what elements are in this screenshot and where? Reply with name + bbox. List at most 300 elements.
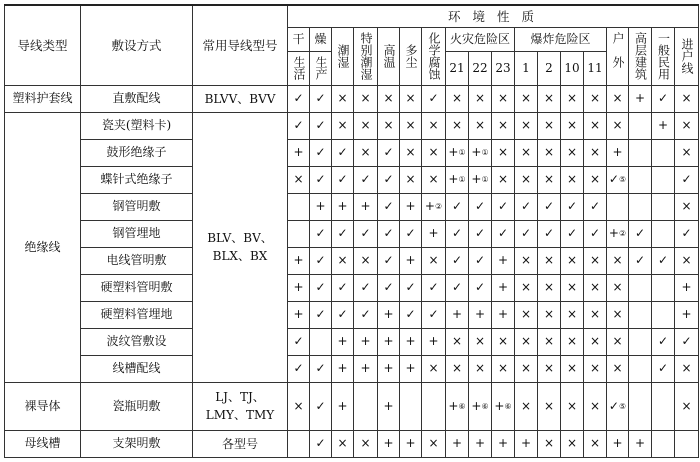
suitability-cell: ×	[446, 85, 469, 112]
suitability-cell: ✓	[492, 193, 515, 220]
suitability-cell: +	[400, 328, 422, 355]
table-row	[5, 166, 699, 193]
suitability-cell	[629, 301, 652, 328]
table-row	[5, 328, 699, 355]
suitability-cell: ✓⑤	[607, 166, 629, 193]
suitability-cell: ×	[675, 112, 699, 139]
table-row	[5, 274, 699, 301]
header-zone-23: 23	[492, 51, 515, 85]
suitability-cell: ×	[561, 112, 584, 139]
suitability-cell: +	[332, 355, 354, 382]
header-explosion-zone: 爆炸危险区	[515, 27, 607, 51]
suitability-cell: ×	[561, 139, 584, 166]
suitability-cell: ✓	[652, 247, 675, 274]
suitability-cell: ✓	[310, 112, 332, 139]
header-zone-1: 1	[515, 51, 538, 85]
suitability-cell: ×	[561, 85, 584, 112]
suitability-cell: ×	[675, 139, 699, 166]
wire-type-cell: 塑料护套线	[5, 85, 81, 112]
suitability-cell: ✓	[378, 166, 400, 193]
laying-method-cell: 直敷配线	[81, 85, 193, 112]
suitability-cell: ×	[675, 382, 699, 430]
suitability-cell	[675, 430, 699, 457]
suitability-cell: ×	[515, 139, 538, 166]
suitability-cell: ✓	[675, 166, 699, 193]
suitability-cell: ×	[469, 355, 492, 382]
suitability-cell: ✓	[675, 220, 699, 247]
suitability-cell: ×	[378, 112, 400, 139]
suitability-cell: ✓	[446, 247, 469, 274]
suitability-cell: +	[607, 430, 629, 457]
suitability-cell: ×	[354, 139, 378, 166]
laying-method-cell: 支架明敷	[81, 430, 193, 457]
header-zone-11: 11	[584, 51, 607, 85]
suitability-cell: +	[288, 247, 310, 274]
suitability-cell: +	[332, 382, 354, 430]
suitability-cell: +⑥	[492, 382, 515, 430]
header-env-5	[400, 27, 422, 85]
suitability-cell: ✓	[400, 220, 422, 247]
header-env-1-top: 燥	[310, 27, 332, 51]
suitability-cell: ✓	[422, 274, 446, 301]
suitability-cell: ×	[422, 139, 446, 166]
suitability-cell: +	[400, 247, 422, 274]
suitability-cell: ×	[515, 355, 538, 382]
suitability-cell: +⑥	[446, 382, 469, 430]
suitability-cell: ×	[675, 193, 699, 220]
suitability-cell: ×	[607, 247, 629, 274]
wire-model-cell: LJ、TJ、LMY、TMY	[193, 382, 288, 430]
wiring-method-table	[4, 4, 699, 458]
suitability-cell	[652, 220, 675, 247]
suitability-cell: ×	[332, 85, 354, 112]
suitability-cell	[288, 220, 310, 247]
suitability-cell: ×	[515, 85, 538, 112]
suitability-cell: +①	[446, 139, 469, 166]
suitability-cell: +①	[469, 166, 492, 193]
suitability-cell	[652, 301, 675, 328]
suitability-cell: ✓	[538, 220, 561, 247]
header-zone-22: 22	[469, 51, 492, 85]
suitability-cell: ✓	[469, 247, 492, 274]
suitability-cell: +	[378, 328, 400, 355]
suitability-cell: ×	[446, 112, 469, 139]
suitability-cell: ×	[400, 85, 422, 112]
header-env-6	[422, 27, 446, 85]
suitability-cell	[652, 430, 675, 457]
header-env-3-text: 特别潮湿	[359, 32, 373, 80]
suitability-cell: ×	[561, 274, 584, 301]
suitability-cell: ✓	[288, 328, 310, 355]
header-env-4-text: 高温	[382, 44, 396, 68]
suitability-cell: ×	[561, 355, 584, 382]
wire-type-cell: 母线槽	[5, 430, 81, 457]
header-env-17	[675, 27, 699, 85]
header-environment: 环 境 性 质	[288, 5, 699, 27]
suitability-cell: +	[492, 274, 515, 301]
header-zone-10: 10	[561, 51, 584, 85]
wire-model-cell: BLV、BV、BLX、BX	[193, 112, 288, 382]
header-env-0-sub	[288, 51, 310, 85]
suitability-cell: ×	[584, 166, 607, 193]
table-row	[5, 220, 699, 247]
suitability-cell: ×	[422, 166, 446, 193]
laying-method-cell: 波纹管敷设	[81, 328, 193, 355]
suitability-cell: +⑥	[469, 382, 492, 430]
suitability-cell: ×	[561, 247, 584, 274]
header-env-4	[378, 27, 400, 85]
suitability-cell: ×	[332, 247, 354, 274]
suitability-cell: +	[378, 430, 400, 457]
header-env-0-top: 干	[288, 27, 310, 51]
suitability-cell: ✓	[378, 247, 400, 274]
suitability-cell	[629, 274, 652, 301]
wire-model-cell: 各型号	[193, 430, 288, 457]
suitability-cell: ✓	[629, 247, 652, 274]
table-row	[5, 247, 699, 274]
suitability-cell: +	[675, 301, 699, 328]
header-zone-21: 21	[446, 51, 469, 85]
suitability-cell: ×	[446, 328, 469, 355]
suitability-cell: ✓	[332, 139, 354, 166]
suitability-cell: ✓	[561, 220, 584, 247]
suitability-cell: ×	[561, 166, 584, 193]
suitability-cell: +	[629, 85, 652, 112]
suitability-cell	[629, 382, 652, 430]
suitability-cell: ×	[584, 301, 607, 328]
suitability-cell: ×	[422, 112, 446, 139]
suitability-cell	[629, 112, 652, 139]
suitability-cell: +	[629, 430, 652, 457]
suitability-cell: ×	[538, 139, 561, 166]
suitability-cell: +	[607, 139, 629, 166]
suitability-cell: ✓	[538, 193, 561, 220]
suitability-cell: ×	[607, 355, 629, 382]
laying-method-cell: 硬塑料管明敷	[81, 274, 193, 301]
suitability-cell: ✓	[310, 382, 332, 430]
suitability-cell: ✓	[652, 328, 675, 355]
table-row	[5, 193, 699, 220]
laying-method-cell: 鼓形绝缘子	[81, 139, 193, 166]
suitability-cell: ✓	[310, 355, 332, 382]
suitability-cell: ×	[422, 355, 446, 382]
suitability-cell: +	[400, 193, 422, 220]
header-env-1-sub-text: 生产	[314, 56, 328, 80]
table-row	[5, 85, 699, 112]
suitability-cell	[310, 328, 332, 355]
suitability-cell: ×	[469, 112, 492, 139]
suitability-cell: ✓	[354, 166, 378, 193]
suitability-cell: ✓	[310, 139, 332, 166]
suitability-cell	[629, 166, 652, 193]
laying-method-cell: 蝶针式绝缘子	[81, 166, 193, 193]
table-row	[5, 139, 699, 166]
suitability-cell: ×	[538, 430, 561, 457]
laying-method-cell: 硬塑料管埋地	[81, 301, 193, 328]
wire-model-cell: BLVV、BVV	[193, 85, 288, 112]
header-laying-method: 敷设方式	[81, 5, 193, 85]
suitability-cell: ×	[469, 85, 492, 112]
suitability-cell: ×	[584, 112, 607, 139]
suitability-cell: ✓	[469, 193, 492, 220]
suitability-cell: ×	[400, 112, 422, 139]
suitability-cell: ✓	[422, 85, 446, 112]
suitability-cell: ✓	[629, 220, 652, 247]
suitability-cell: ✓	[492, 220, 515, 247]
suitability-cell: ×	[354, 112, 378, 139]
suitability-cell: ×	[515, 247, 538, 274]
suitability-cell	[400, 382, 422, 430]
suitability-cell: ✓	[469, 220, 492, 247]
laying-method-cell: 钢管明敷	[81, 193, 193, 220]
suitability-cell: ×	[400, 139, 422, 166]
suitability-cell: +	[354, 193, 378, 220]
suitability-cell: +	[332, 193, 354, 220]
suitability-cell: ×	[584, 328, 607, 355]
header-wire-type: 导线类型	[5, 5, 81, 85]
header-env-2	[332, 27, 354, 85]
suitability-cell: ×	[675, 85, 699, 112]
suitability-cell: +	[310, 193, 332, 220]
wire-type-cell: 绝缘线	[5, 112, 81, 382]
suitability-cell	[652, 166, 675, 193]
suitability-cell: ×	[675, 355, 699, 382]
suitability-cell: +	[378, 382, 400, 430]
suitability-cell: ✓	[310, 274, 332, 301]
suitability-cell: ×	[538, 328, 561, 355]
laying-method-cell: 瓷瓶明敷	[81, 382, 193, 430]
suitability-cell	[607, 193, 629, 220]
suitability-cell: ✓	[378, 274, 400, 301]
suitability-cell: ✓	[446, 193, 469, 220]
suitability-cell: ×	[538, 166, 561, 193]
suitability-cell: +	[652, 112, 675, 139]
suitability-cell: ✓	[332, 220, 354, 247]
suitability-cell: ×	[446, 355, 469, 382]
suitability-cell: ✓	[675, 328, 699, 355]
suitability-cell: ×	[515, 112, 538, 139]
suitability-cell: +	[515, 430, 538, 457]
suitability-cell: ×	[607, 301, 629, 328]
suitability-cell: ×	[607, 112, 629, 139]
suitability-cell: ×	[538, 247, 561, 274]
suitability-cell: ×	[561, 430, 584, 457]
suitability-cell: +	[400, 355, 422, 382]
suitability-cell: ✓	[354, 274, 378, 301]
suitability-cell: ×	[538, 112, 561, 139]
suitability-cell: ✓	[310, 166, 332, 193]
suitability-cell: ×	[607, 328, 629, 355]
suitability-cell	[652, 274, 675, 301]
suitability-cell: ✓	[288, 112, 310, 139]
suitability-cell: +	[446, 430, 469, 457]
suitability-cell	[652, 193, 675, 220]
suitability-cell: ✓	[310, 247, 332, 274]
laying-method-cell: 线槽配线	[81, 355, 193, 382]
suitability-cell: ✓	[378, 139, 400, 166]
header-env-0-sub-text: 生活	[292, 56, 306, 80]
suitability-cell: +	[422, 220, 446, 247]
suitability-cell: ✓	[332, 274, 354, 301]
suitability-cell: ✓	[400, 301, 422, 328]
wire-type-cell: 裸导体	[5, 382, 81, 430]
suitability-cell: ×	[515, 166, 538, 193]
suitability-cell: ✓	[400, 274, 422, 301]
suitability-cell: ×	[515, 301, 538, 328]
table-row	[5, 382, 699, 430]
suitability-cell: ×	[675, 247, 699, 274]
suitability-cell: ✓	[378, 220, 400, 247]
suitability-cell: ✓	[584, 193, 607, 220]
suitability-cell: ×	[492, 166, 515, 193]
suitability-cell: +	[492, 247, 515, 274]
header-wire-model: 常用导线型号	[193, 5, 288, 85]
suitability-cell: ×	[515, 382, 538, 430]
suitability-cell: ✓	[561, 193, 584, 220]
suitability-cell: ✓	[652, 85, 675, 112]
suitability-cell: +	[378, 301, 400, 328]
suitability-cell: ×	[584, 382, 607, 430]
suitability-cell: ×	[492, 139, 515, 166]
suitability-cell: +②	[422, 193, 446, 220]
suitability-cell: ×	[584, 274, 607, 301]
suitability-cell: +	[288, 139, 310, 166]
suitability-cell: ×	[538, 355, 561, 382]
suitability-cell: ✓	[310, 301, 332, 328]
header-env-2-text: 潮湿	[336, 44, 350, 68]
suitability-cell: +	[378, 355, 400, 382]
header-env-1-sub	[310, 51, 332, 85]
header-env-6-text: 化学腐蚀	[427, 32, 441, 80]
suitability-cell: ×	[492, 328, 515, 355]
suitability-cell: ×	[332, 112, 354, 139]
suitability-cell	[288, 430, 310, 457]
laying-method-cell: 钢管埋地	[81, 220, 193, 247]
suitability-cell: +	[354, 355, 378, 382]
header-env-14	[607, 27, 629, 85]
suitability-cell: +	[288, 274, 310, 301]
suitability-cell: ×	[492, 355, 515, 382]
suitability-cell: +	[492, 301, 515, 328]
suitability-cell	[354, 382, 378, 430]
suitability-cell	[629, 193, 652, 220]
suitability-cell: ×	[561, 301, 584, 328]
laying-method-cell: 电线管明敷	[81, 247, 193, 274]
suitability-cell: ×	[515, 274, 538, 301]
suitability-cell: ✓	[288, 85, 310, 112]
suitability-cell: ✓	[378, 193, 400, 220]
suitability-cell: ✓	[515, 220, 538, 247]
suitability-cell: ×	[584, 430, 607, 457]
suitability-cell: ✓	[310, 430, 332, 457]
header-fire-zone: 火灾危险区	[446, 27, 515, 51]
suitability-cell: ×	[561, 328, 584, 355]
header-env-17-text: 进户线	[680, 38, 694, 74]
suitability-cell: ×	[584, 85, 607, 112]
suitability-cell	[629, 328, 652, 355]
suitability-cell: +①	[469, 139, 492, 166]
table-row	[5, 112, 699, 139]
suitability-cell: +	[675, 274, 699, 301]
header-zone-2: 2	[538, 51, 561, 85]
header-env-3	[354, 27, 378, 85]
suitability-cell: ×	[354, 247, 378, 274]
suitability-cell: ✓	[354, 301, 378, 328]
suitability-cell: +②	[607, 220, 629, 247]
suitability-cell: ×	[288, 166, 310, 193]
suitability-cell: ✓	[652, 355, 675, 382]
suitability-cell: ✓	[446, 274, 469, 301]
suitability-cell: ✓	[332, 301, 354, 328]
suitability-cell: ×	[538, 274, 561, 301]
header-env-16-text: 一般民用	[656, 32, 671, 80]
suitability-cell: ×	[584, 247, 607, 274]
suitability-cell: ×	[561, 382, 584, 430]
suitability-cell: ×	[422, 247, 446, 274]
suitability-cell: +①	[446, 166, 469, 193]
suitability-cell: +	[469, 301, 492, 328]
suitability-cell: ×	[607, 274, 629, 301]
suitability-cell: ×	[288, 382, 310, 430]
suitability-cell: ×	[584, 355, 607, 382]
suitability-cell: +	[288, 301, 310, 328]
suitability-cell: +	[469, 430, 492, 457]
table-row	[5, 355, 699, 382]
suitability-cell: ✓	[332, 166, 354, 193]
suitability-cell	[288, 193, 310, 220]
suitability-cell: ✓	[422, 301, 446, 328]
suitability-cell	[629, 355, 652, 382]
suitability-cell: ✓	[515, 193, 538, 220]
suitability-cell: ×	[607, 85, 629, 112]
suitability-cell: ×	[538, 301, 561, 328]
suitability-cell: +	[422, 328, 446, 355]
suitability-cell: +	[446, 301, 469, 328]
suitability-cell: ×	[400, 166, 422, 193]
suitability-cell: ×	[354, 430, 378, 457]
suitability-cell: ✓	[310, 220, 332, 247]
suitability-cell: ✓	[584, 220, 607, 247]
laying-method-cell: 瓷夹(塑料卡)	[81, 112, 193, 139]
suitability-cell: ×	[515, 328, 538, 355]
header-env-5-text: 多尘	[404, 44, 418, 68]
suitability-cell: +	[492, 430, 515, 457]
table-row	[5, 301, 699, 328]
header-env-15	[629, 27, 652, 85]
suitability-cell: ×	[584, 139, 607, 166]
table-row	[5, 430, 699, 457]
suitability-cell: ×	[538, 85, 561, 112]
suitability-cell: ×	[492, 112, 515, 139]
suitability-cell: ×	[378, 85, 400, 112]
suitability-cell: ×	[469, 328, 492, 355]
suitability-cell: ✓	[354, 220, 378, 247]
suitability-cell	[629, 139, 652, 166]
suitability-cell: +	[354, 328, 378, 355]
suitability-cell: ×	[332, 430, 354, 457]
header-env-16	[652, 27, 675, 85]
suitability-cell: ×	[492, 85, 515, 112]
suitability-cell: ✓	[310, 85, 332, 112]
suitability-cell: ✓	[446, 220, 469, 247]
suitability-cell: ✓	[469, 274, 492, 301]
suitability-cell: ×	[538, 382, 561, 430]
suitability-cell: ×	[422, 430, 446, 457]
suitability-cell: +	[400, 430, 422, 457]
suitability-cell: ×	[354, 85, 378, 112]
suitability-cell: ✓	[288, 355, 310, 382]
suitability-cell	[422, 382, 446, 430]
